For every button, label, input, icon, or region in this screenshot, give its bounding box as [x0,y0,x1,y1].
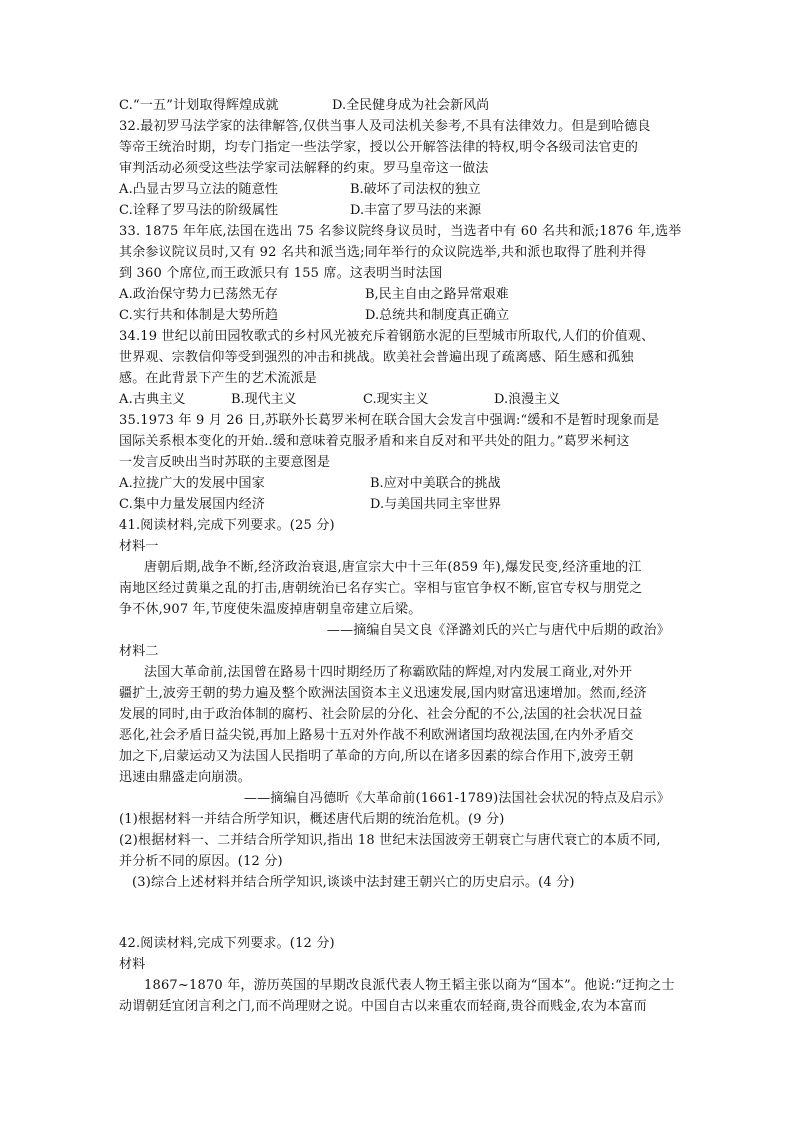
material-2-label: 材料二 [119,644,159,659]
material-line-2: 动谓朝廷宜闭言利之门,而不尚理财之说。中国自古以来重农而轻商,贵谷而贱金,农为本富而 [119,999,647,1014]
q32-option-c: C.诠释了罗马法的阶级属性 [119,203,279,218]
q33-option-a: A.政治保守势力已荡然无存 [119,287,279,302]
q32-option-b: B.破坏了司法权的独立 [350,182,481,197]
q34-option-b: B.现代主义 [231,392,297,407]
q32-line-1: 32.最初罗马法学家的法律解答,仅供当事人及司法机关参考,不具有法律效力。但是到哈德良 [119,119,651,134]
q34-line-3: 感。在此背景下产生的艺术流派是 [119,371,318,386]
q33-line-3: 到 360 个席位,而王政派只有 155 席。这表明当时法国 [119,266,443,281]
option-c: C.“一五”计划取得辉煌成就 [119,98,279,113]
q42-heading: 42.阅读材料,完成下列要求。(12 分) [119,936,335,951]
q35-option-c: C.集中力量发展国内经济 [119,497,266,512]
material-1-source: ——摘编自吴文良《泽潞刘氏的兴亡与唐代中后期的政治》 [326,623,670,638]
q34-line-2: 世界观、宗教信仰等受到强烈的冲击和挑战。欧美社会普遍出现了疏离感、陌生感和孤独 [119,350,634,365]
requirement-3: (3)综合上述材料并结合所学知识,谈谈中法封建王朝兴亡的历史启示。(4 分) [132,875,575,890]
q35-option-a: A.拉拢广大的发展中国家 [119,476,265,491]
q32-line-3: 审判活动必须受这些法学家司法解释的约束。罗马皇帝这一做法 [119,161,489,176]
q32-option-d: D.丰富了罗马法的来源 [350,203,482,218]
material-1-label: 材料一 [119,539,159,554]
requirement-2-line-2: 并分析不同的原因。(12 分) [119,854,283,869]
material-label: 材料 [119,957,146,972]
material-1-line-2: 南地区经过黄巢之乱的打击,唐朝统治已名存实亡。宰相与宦官争权不断,宦官专权与朋党之 [119,581,643,596]
material-2-line-4: 恶化,社会矛盾日益尖锐,再加上路易十五对外作战不利欧洲诸国均敌视法国,在内外矛盾交 [119,728,634,743]
q34-option-d: D.浪漫主义 [494,392,561,407]
option-line [119,97,279,115]
q33-option-c: C.实行共和体制是大势所趋 [119,308,279,323]
material-2-line-3: 发展的同时,由于政治体制的腐朽、社会阶层的分化、社会分配的不公,法国的社会状况日益 [119,707,643,722]
material-2-source: ——摘编自冯德昕《大革命前(1661-1789)法国社会状况的特点及启示》 [243,791,670,806]
q35-option-d: D.与美国共同主宰世界 [370,497,502,512]
material-1-line-1: 唐朝后期,战争不断,经济政治衰退,唐宣宗大中十三年(859 年),爆发民变,经济重地的江 [144,560,642,575]
q35-line-2: 国际关系根本变化的开始..缓和意味着克服矛盾和来自反对和平共处的阻力。”葛罗米柯这 [119,434,630,449]
q33-option-d: D.总统共和制度真正确立 [365,308,510,323]
material-1-line-3: 争不休,907 年,节度使朱温废掉唐朝皇帝建立后梁。 [119,602,422,617]
q32-option-a: A.凸显古罗马立法的随意性 [119,182,279,197]
material-2-line-6: 迅速由鼎盛走向崩溃。 [119,770,252,785]
q35-line-3: 一发言反映出当时苏联的主要意图是 [119,455,331,470]
q33-line-1: 33. 1875 年年底,法国在选出 75 名参议院终身议员时，当选者中有 60 名共和派;1876 年,选举 [119,224,682,239]
option-d: D.全民健身成为社会新风尚 [332,98,490,113]
material-line-1: 1867~1870 年，游历英国的早期改良派代表人物王韬主张以商为“国本”。他说:“迂拘之士 [144,978,675,993]
requirement-1: (1)根据材料一并结合所学知识，概述唐代后期的统治危机。(9 分) [119,812,505,827]
q35-line-1: 35.1973 年 9 月 26 日,苏联外长葛罗米柯在联合国大会发言中强调:“缓和不是暂时现象而是 [119,413,660,428]
q35-option-b: B.应对中美联合的挑战 [370,476,501,491]
q32-line-2: 等帝王统治时期，均专门指定一些法学家，授以公开解答法律的特权,明令各级司法官吏的 [119,140,639,155]
requirement-2-line-1: (2)根据材料一、二并结合所学知识,指出 18 世纪末法国波旁王朝衰亡与唐代衰亡的本质不同, [119,833,661,848]
q34-option-a: A.古典主义 [119,392,186,407]
q33-line-2: 其余参议院议员时,又有 92 名共和派当选;同年举行的众议院选举,共和派也取得了胜利并得 [119,245,647,260]
q34-line-1: 34.19 世纪以前田园牧歌式的乡村风光被充斥着钢筋水泥的巨型城市所取代,人们的价值观、 [119,329,655,344]
q33-option-b: B,民主自由之路异常艰难 [365,287,509,302]
material-2-line-2: 疆扩土,波旁王朝的势力遍及整个欧洲法国资本主义迅速发展,国内财富迅速增加。然而,经济 [119,686,647,701]
material-2-line-5: 加之下,启蒙运动又为法国人民指明了革命的方向,所以在诸多因素的综合作用下,波旁王朝 [119,749,634,764]
q34-option-c: C.现实主义 [363,392,429,407]
q41-heading: 41.阅读材料,完成下列要求。(25 分) [119,518,335,533]
material-2-line-1: 法国大革命前,法国曾在路易十四时期经历了称霸欧陆的辉煌,对内发展工商业,对外开 [144,665,633,680]
